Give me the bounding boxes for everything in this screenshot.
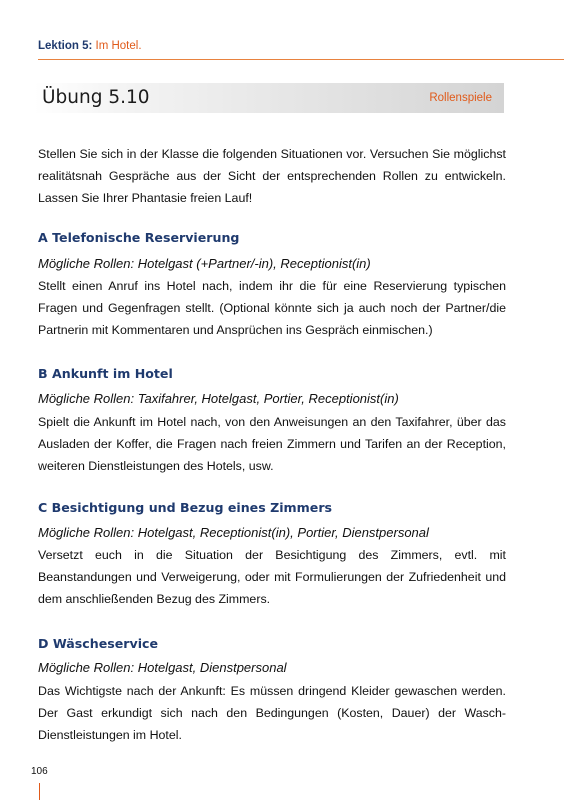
exercise-banner — [34, 83, 504, 113]
section-text-a: Stellt einen Anruf ins Hotel nach, indem ihr die für eine Reservierung typischen Fragen und Gegenfragen stellt. (Optional könnte sich ja auch noch der Partner/die Partnerin mit Kommentaren und Ansprüchen ins Gespräch einmischen.) — [38, 279, 506, 337]
exercise-category: Rollenspiele — [429, 92, 492, 104]
section-heading-d: D Wäscheservice — [38, 636, 159, 651]
header-divider — [38, 59, 564, 60]
section-text-b: Spielt die Ankunft im Hotel nach, von den Anweisungen an den Taxifahrer, über das Ausladen der Koffer, die Fragen nach freien Zimmern und Tarifen an der Reception, weiteren Dienstleistungen des Hotels, usw. — [38, 415, 506, 473]
exercise-title: Übung 5.10 — [42, 87, 150, 108]
page-number: 106 — [31, 766, 48, 777]
section-heading-a: A Telefonische Reservierung — [38, 230, 240, 245]
section-roles-b: Mögliche Rollen: Taxifahrer, Hotelgast, Portier, Receptionist(in) — [38, 391, 399, 406]
lesson-title: Im Hotel. — [95, 40, 142, 52]
page-margin-mark — [39, 783, 40, 800]
section-roles-d: Mögliche Rollen: Hotelgast, Dienstpersonal — [38, 660, 287, 675]
section-roles-a: Mögliche Rollen: Hotelgast (+Partner/-in), Receptionist(in) — [38, 256, 371, 271]
lesson-label: Lektion 5: — [38, 40, 93, 52]
intro-paragraph: Stellen Sie sich in der Klasse die folgenden Situationen vor. Versuchen Sie möglichst realitätsnah Gespräche aus der Sicht der entsprechenden Rollen zu entwickeln. Lassen Sie Ihrer Phantasie freien Lauf! — [38, 147, 506, 205]
page-header — [38, 40, 142, 52]
section-heading-b: B Ankunft im Hotel — [38, 366, 173, 381]
section-heading-c: C Besichtigung und Bezug eines Zimmers — [38, 500, 333, 515]
section-text-d: Das Wichtigste nach der Ankunft: Es müssen dringend Kleider gewaschen werden. Der Gast erkundigt sich nach den Bedingungen (Kosten, Dauer) der Wasch-Dienstleistungen im Hotel. — [38, 684, 506, 742]
section-roles-c: Mögliche Rollen: Hotelgast, Receptionist(in), Portier, Dienstpersonal — [38, 525, 429, 540]
section-text-c: Versetzt euch in die Situation der Besichtigung des Zimmers, evtl. mit Beanstandungen und Verweigerung, oder mit Formulierungen der Zufriedenheit und dem anschließenden Bezug des Zimmers. — [38, 548, 506, 606]
